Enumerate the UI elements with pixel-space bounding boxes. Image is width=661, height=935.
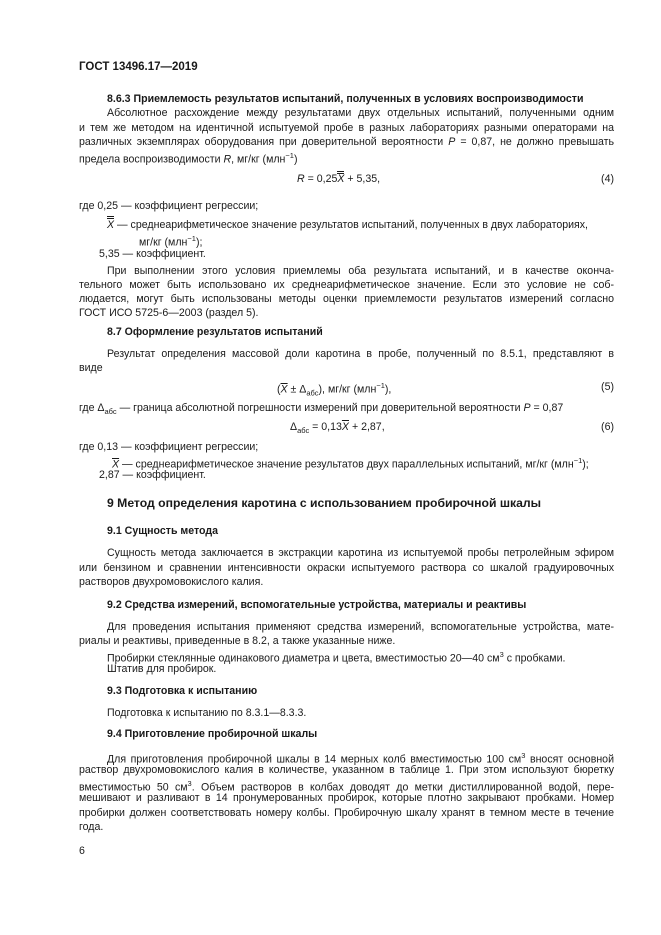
section-8-6-3-title: 8.6.3 Приемлемость результатов испытаний, полученных в условиях воспроизводимости xyxy=(107,93,584,105)
page-number: 6 xyxy=(79,845,85,857)
legend-line: 2,87 — коэффициент. xyxy=(99,469,206,481)
formula-number: (4) xyxy=(601,173,614,185)
formula-6: $\Delta_{абс} = 0,13\overline{X} + 2,87$, xyxy=(290,421,385,436)
paragraph-line: растворов двухромовокислого калия. xyxy=(79,576,264,588)
formula-4: R = 0,25X + 5,35, xyxy=(297,173,381,185)
paragraph-line: пробирки должен соответствовать номеру колбы. Пробирочную шкалу хранят в темном месте в течение xyxy=(79,807,614,819)
legend-line: X — среднеарифметическое значение результатов испытаний, полученных в двух лабораториях, xyxy=(107,219,589,231)
formula-number: (5) xyxy=(601,381,614,393)
paragraph-line: Штатив для пробирок. xyxy=(107,663,217,675)
paragraph-line: мешивают и разливают в 14 пронумерованных пробирок, которые плотно закрывают пробками. Номер xyxy=(79,792,614,804)
paragraph-line: ГОСТ ИСО 5725-6—2003 (раздел 5). xyxy=(79,307,259,319)
section-9-title: 9 Метод определения каротина с использованием пробирочной шкалы xyxy=(107,496,542,510)
paragraph-line: и тем же методом на идентичной испытуемой пробе в разных лабораториях разными операторами на xyxy=(79,122,614,134)
paragraph-line: риалы и реактивы, приведенные в 8.2, а также указанные ниже. xyxy=(79,635,396,647)
legend-line: где $\Delta_{абс}$ — граница абсолютной погрешности измерений при доверительной вероятности P = 0,87 xyxy=(79,402,564,417)
standard-header: ГОСТ 13496.17—2019 xyxy=(79,61,198,73)
section-9-3-title: 9.3 Подготовка к испытанию xyxy=(107,685,258,697)
paragraph-line: людается, могут быть использованы методы оценки приемлемости результатов измерений согласно xyxy=(79,293,614,305)
paragraph-line: года. xyxy=(79,821,104,833)
legend-line: 5,35 — коэффициент. xyxy=(99,248,206,260)
paragraph-line: различных экземплярах оборудования при доверительной вероятности P = 0,87, не должно превышать xyxy=(79,136,614,148)
section-9-4-title: 9.4 Приготовление пробирочной шкалы xyxy=(107,728,318,740)
section-9-2-title: 9.2 Средства измерений, вспомогательные устройства, материалы и реактивы xyxy=(107,599,527,611)
paragraph-line: Результат определения массовой доли каротина в пробе, полученный по 8.5.1, представляют в xyxy=(107,348,614,360)
formula-number: (6) xyxy=(601,421,614,433)
paragraph-line: раствор двухромовокислого калия в количестве, указанном в таблице 1. При этом используют бюретку xyxy=(79,764,614,776)
legend-line: где 0,13 — коэффициент регрессии; xyxy=(79,441,259,453)
paragraph-line: тельного может быть использовано их среднеарифметическое значение. Если это условие не соб- xyxy=(79,279,614,291)
paragraph-line: Подготовка к испытанию по 8.3.1—8.3.3. xyxy=(107,707,307,719)
paragraph-line: При выполнении этого условия приемлемы оба результата испытаний, и в качестве оконча- xyxy=(107,265,614,277)
paragraph-line: Сущность метода заключается в экстракции каротина из испытуемой пробы петролейным эфиром xyxy=(107,547,614,559)
paragraph-line: или бензином и сравнении интенсивности окраски испытуемого раствора со шкалой градуировочных xyxy=(79,562,614,574)
paragraph-line: предела воспроизводимости R, мг/кг (млн$^{-1}$) xyxy=(79,151,298,166)
legend-line: мг/кг (млн$^{-1}$); xyxy=(139,234,203,249)
paragraph-line: вместимостью 50 $см^3$. Объем растворов в колбах доводят до метки дистиллированной водой, пере- xyxy=(79,779,614,794)
paragraph-line: Для проведения испытания применяют средства измерений, вспомогательные устройства, мате- xyxy=(107,621,614,633)
paragraph-line: Абсолютное расхождение между результатами двух отдельных испытаний, полученными одним xyxy=(107,107,614,119)
paragraph-line: виде xyxy=(79,362,103,374)
section-9-1-title: 9.1 Сущность метода xyxy=(107,525,219,537)
paragraph-line: Для приготовления пробирочной шкалы в 14 мерных колб вместимостью 100 $см^3$ вносят основной xyxy=(107,751,614,766)
legend-line: где 0,25 — коэффициент регрессии; xyxy=(79,200,259,212)
formula-5: $(\overline{X} \pm \Delta_{абс})$, мг/кг (млн$^{-1}$), xyxy=(277,381,392,398)
section-8-7-title: 8.7 Оформление результатов испытаний xyxy=(107,326,323,338)
legend-line: $\overline{X}$ — среднеарифметическое значение результатов двух параллельных испытаний, мг/кг (млн$^{-1}$); xyxy=(112,456,589,471)
paragraph-line: Пробирки стеклянные одинакового диаметра и цвета, вместимостью 20—40 $см^3$ с пробками. xyxy=(107,650,566,665)
